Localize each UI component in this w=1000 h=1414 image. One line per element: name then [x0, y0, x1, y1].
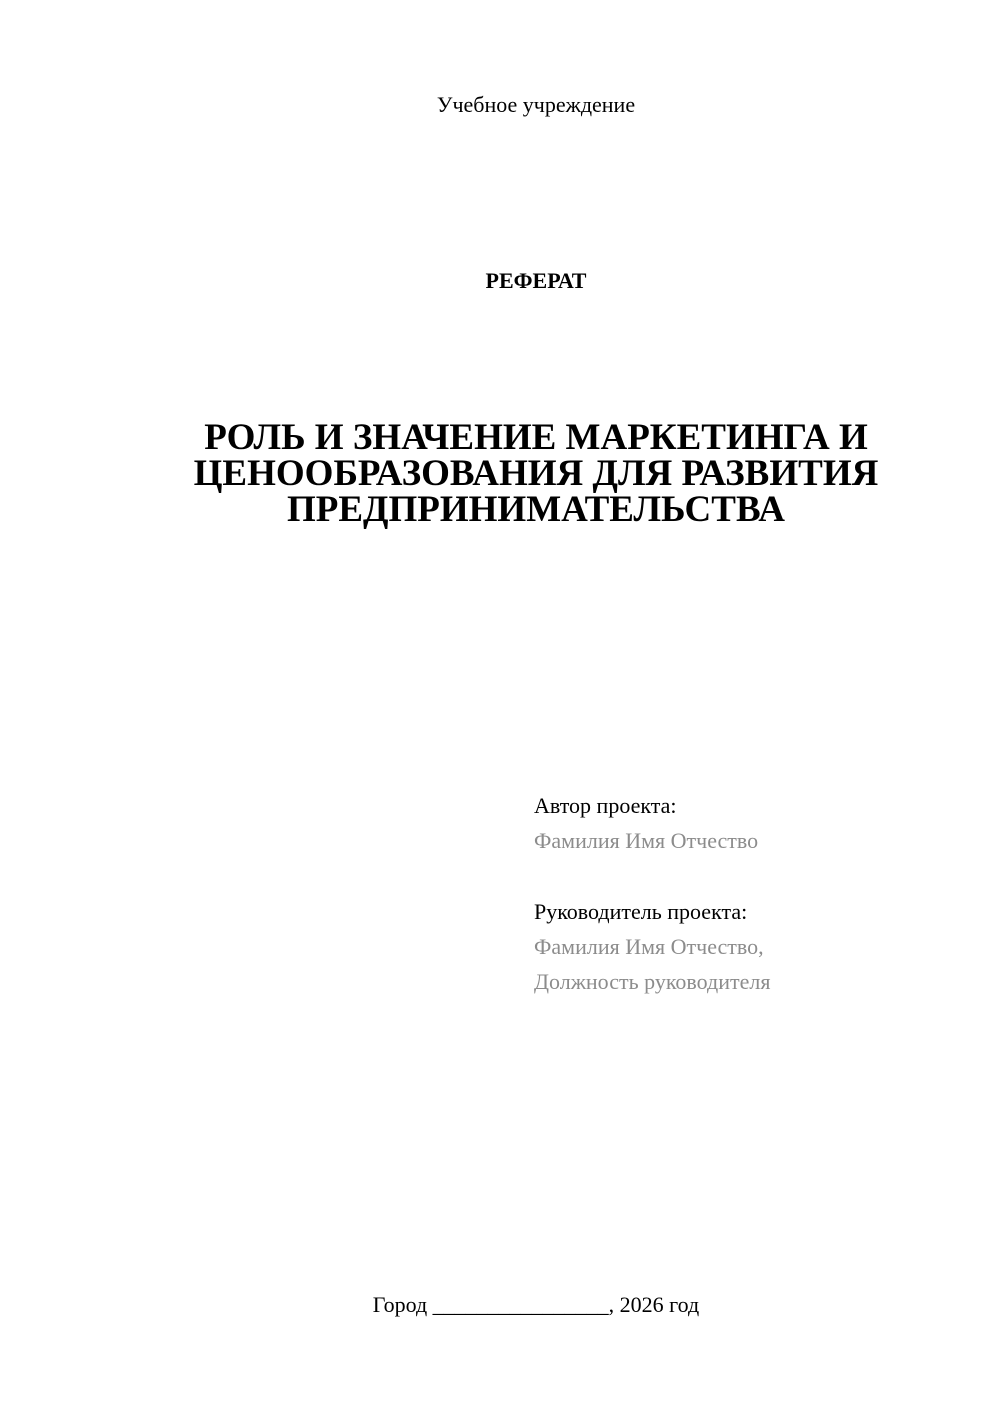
- city-year-line: Город ________________, 2026 год: [372, 1292, 700, 1317]
- supervisor-label: Руководитель проекта:: [534, 899, 748, 924]
- document-type: РЕФЕРАТ: [485, 268, 587, 293]
- title-line: ПРЕДПРИНИМАТЕЛЬСТВА: [286, 489, 786, 530]
- author-group: [534, 788, 974, 858]
- supervisor-group: [534, 894, 974, 999]
- credits-block: [534, 788, 974, 999]
- document-title: [150, 417, 922, 530]
- author-name: Фамилия Имя Отчество: [534, 828, 759, 853]
- institution-name: Учебное учреждение: [436, 92, 636, 117]
- author-label: Автор проекта:: [534, 793, 677, 818]
- title-line: РОЛЬ И ЗНАЧЕНИЕ МАРКЕТИНГА И: [204, 417, 868, 458]
- supervisor-name: Фамилия Имя Отчество,: [534, 934, 764, 959]
- supervisor-position: Должность руководителя: [534, 969, 771, 994]
- title-line: ЦЕНООБРАЗОВАНИЯ ДЛЯ РАЗВИТИЯ: [193, 453, 879, 494]
